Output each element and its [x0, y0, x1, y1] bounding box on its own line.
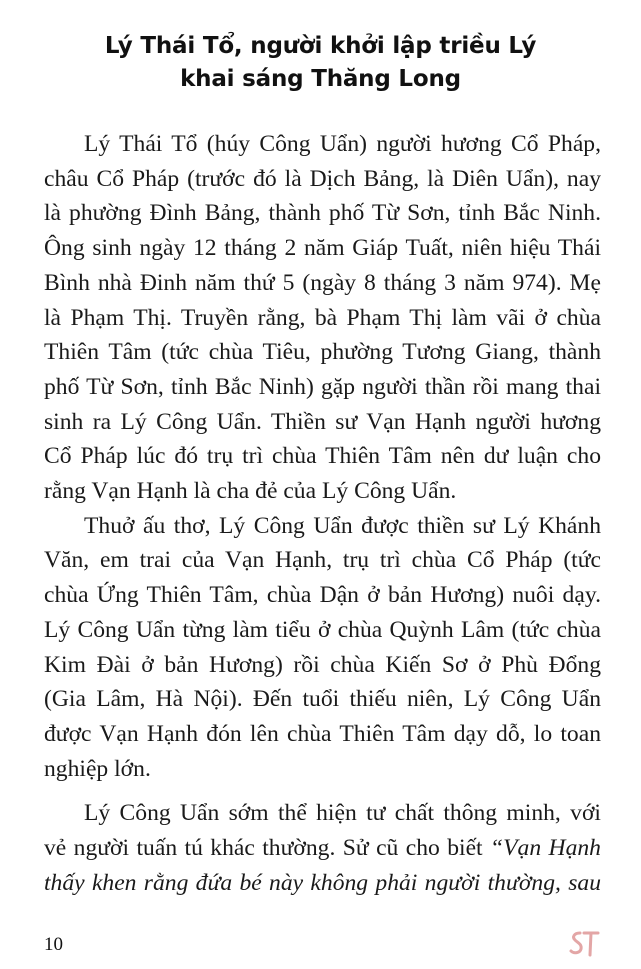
- text-line: Văn, em trai của Vạn Hạnh, trụ trì chùa Cổ Pháp (tức: [44, 547, 601, 574]
- text-line: Thuở ấu thơ, Lý Công Uẩn được thiền sư Lý Khánh: [84, 512, 601, 539]
- text-line: Cổ Pháp lúc đó trụ trì chùa Thiên Tâm nên dư luận cho: [44, 443, 601, 470]
- quote-text: thấy khen rằng đứa bé này không phải người thường, sau: [44, 869, 601, 896]
- text-line: Lý Công Uẩn từng làm tiểu ở chùa Quỳnh Lâm (tức chùa: [44, 616, 601, 643]
- chapter-title-line-1: Lý Thái Tổ, người khởi lập triều Lý: [104, 33, 537, 59]
- text-line: nghiệp lớn.: [44, 755, 151, 782]
- text-line: (Gia Lâm, Hà Nội). Đến tuổi thiếu niên, Lý Công Uẩn: [44, 686, 601, 713]
- chapter-title-line-2: khai sáng Thăng Long: [180, 66, 461, 92]
- quoted-text-line: [44, 866, 601, 901]
- text-segment: vẻ người tuấn tú khác thường. Sử cũ cho biết: [44, 835, 491, 861]
- text-line: Kim Đài ở bản Hương) rồi chùa Kiến Sơ ở Phù Đổng: [44, 651, 601, 678]
- text-line: sinh ra Lý Công Uẩn. Thiền sư Vạn Hạnh người hương: [44, 408, 601, 435]
- text-line: là phường Đình Bảng, thành phố Từ Sơn, tỉnh Bắc Ninh.: [44, 200, 601, 227]
- quote-start: “Vạn Hạnh: [490, 835, 601, 861]
- text-line: chùa Ứng Thiên Tâm, chùa Dận ở bản Hương) nuôi dạy.: [44, 582, 601, 609]
- text-line: phố Từ Sơn, tỉnh Bắc Ninh) gặp người thần rồi mang thai: [44, 373, 601, 400]
- text-line: là Phạm Thị. Truyền rằng, bà Phạm Thị làm vãi ở chùa: [44, 304, 601, 331]
- text-line: châu Cổ Pháp (trước đó là Dịch Bảng, là Diên Uẩn), nay: [44, 165, 601, 192]
- text-line: rằng Vạn Hạnh là cha đẻ của Lý Công Uẩn.: [44, 478, 457, 504]
- text-line: được Vạn Hạnh đón lên chùa Thiên Tâm dạy dỗ, lo toan: [44, 720, 601, 747]
- text-line: Lý Thái Tổ (húy Công Uẩn) người hương Cổ Pháp,: [84, 131, 601, 157]
- chapter-title: [40, 30, 601, 96]
- text-line-with-quote: [44, 831, 601, 866]
- publisher-logo-icon: [566, 925, 602, 961]
- text-line: Thiên Tâm (tức chùa Tiêu, phường Tương Giang, thành: [44, 339, 601, 366]
- text-line: Ông sinh ngày 12 tháng 2 năm Giáp Tuất, niên hiệu Thái: [44, 235, 601, 262]
- text-line: Lý Công Uẩn sớm thể hiện tư chất thông minh, với: [84, 800, 601, 827]
- page-number: 10: [44, 934, 63, 955]
- text-line: Bình nhà Đinh năm thứ 5 (ngày 8 tháng 3 năm 974). Mẹ: [44, 269, 601, 296]
